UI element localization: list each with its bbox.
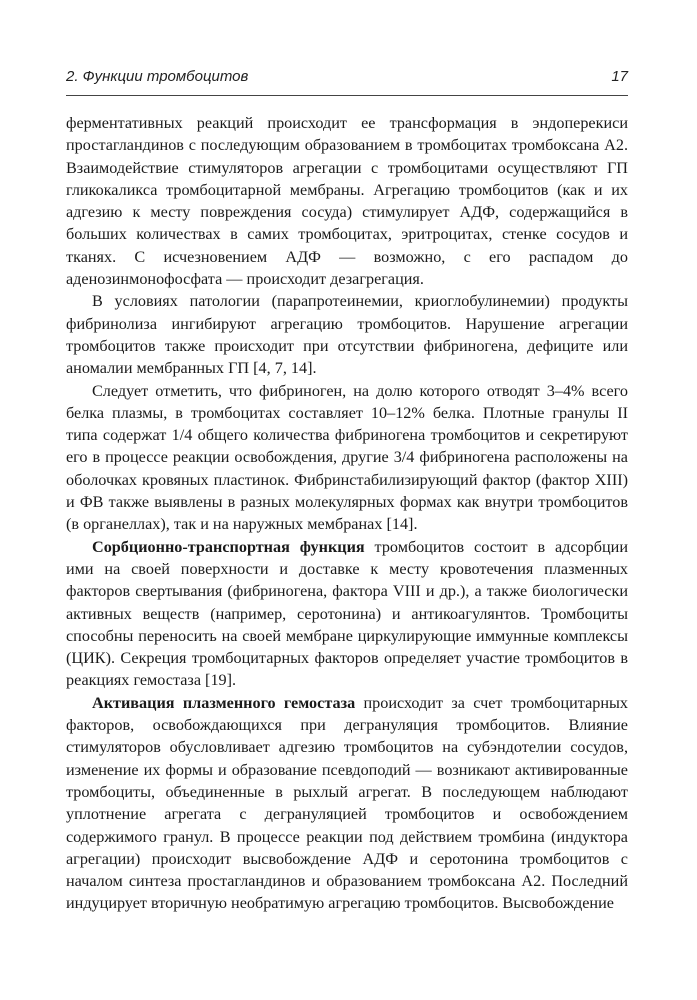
paragraph-5-term: Активация плазменного гемостаза — [92, 693, 356, 712]
paragraph-3 — [66, 380, 628, 536]
paragraph-5-text: происходит за счет тромбоцитарных факторов, освобождающихся при дегрануляция тромбоцитов. Влияние стимуляторов обусловливает адгезию тромбоцитов на субэндотелии сосудов, изменение их формы и образование псевдоподий — возникают активированные тромбоциты, объединенные в рыхлый агрегат. В последующем наблюдают уплотнение агрегата с дегрануляцией тромбоцитов и освобождением содержимого гранул. В процессе реакции под действием тромбина (индуктора агрегации) происходит высвобождение АДФ и серотонина тромбоцитов с началом синтеза простагландинов и образованием тромбоксана А2. Последний индуцирует вторичную необратимую агрегацию тромбоцитов. Высвобождение — [66, 693, 628, 913]
paragraph-1 — [66, 112, 628, 290]
running-header — [66, 68, 628, 90]
paragraph-5 — [66, 692, 628, 915]
paragraph-4-text: тромбоцитов состоит в адсорбции ими на своей поверхности и доставке к месту кровотечения плазменных факторов свертывания (фибриногена, фактора VIII и др.), а также биологически активных веществ (например, серотонина) и антикоагулянтов. Тромбоциты способны переносить на своей мембране циркулирующие иммунные комплексы (ЦИК). Секреция тромбоцитарных факторов определяет участие тромбоцитов в реакциях гемостаза [19]. — [66, 537, 628, 690]
body-text — [66, 112, 628, 915]
paragraph-1-text: ферментативных реакций происходит ее трансформация в эндоперекиси простагландинов с последующим образованием в тромбоцитах тромбоксана А2. Взаимодействие стимуляторов агрегации с тромбоцитами осуществляют ГП гликокаликса тромбоцитарной мембраны. Агрегацию тромбоцитов (как и их адгезию к месту повреждения сосуда) стимулирует АДФ, содержащийся в больших количествах в самих тромбоцитах, эритроцитах, стенке сосудов и тканях. С исчезновением АДФ — возможно, с его распадом до аденозинмонофосфата — происходит дезагрегация. — [66, 114, 628, 289]
paragraph-4-term: Сорбционно-транспортная функция — [92, 537, 365, 556]
header-divider — [66, 95, 628, 96]
paragraph-4 — [66, 536, 628, 692]
paragraph-2 — [66, 290, 628, 379]
paragraph-3-text: Следует отметить, что фибриноген, на долю которого отводят 3–4% всего белка плазмы, в тромбоцитах составляет 10–12% белка. Плотные гранулы II типа содержат 1/4 общего количества фибриногена тромбоцитов и секретируют его в процессе реакции освобождения, другие 3/4 фибриногена расположены на оболочках кровяных пластинок. Фибринстабилизирующий фактор (фактор XIII) и ФВ также выявлены в разных молекулярных формах как внутри тромбоцитов (в органеллах), так и на наружных мембранах [14]. — [66, 381, 628, 534]
page-number: 17 — [611, 68, 628, 85]
chapter-title: 2. Функции тромбоцитов — [66, 68, 249, 85]
paragraph-2-text: В условиях патологии (парапротеинемии, криоглобулинемии) продукты фибринолиза ингибируют агрегацию тромбоцитов. Нарушение агрегации тромбоцитов также происходит при отсутствии фибриногена, дефиците или аномалии мембранных ГП [4, 7, 14]. — [66, 292, 628, 378]
